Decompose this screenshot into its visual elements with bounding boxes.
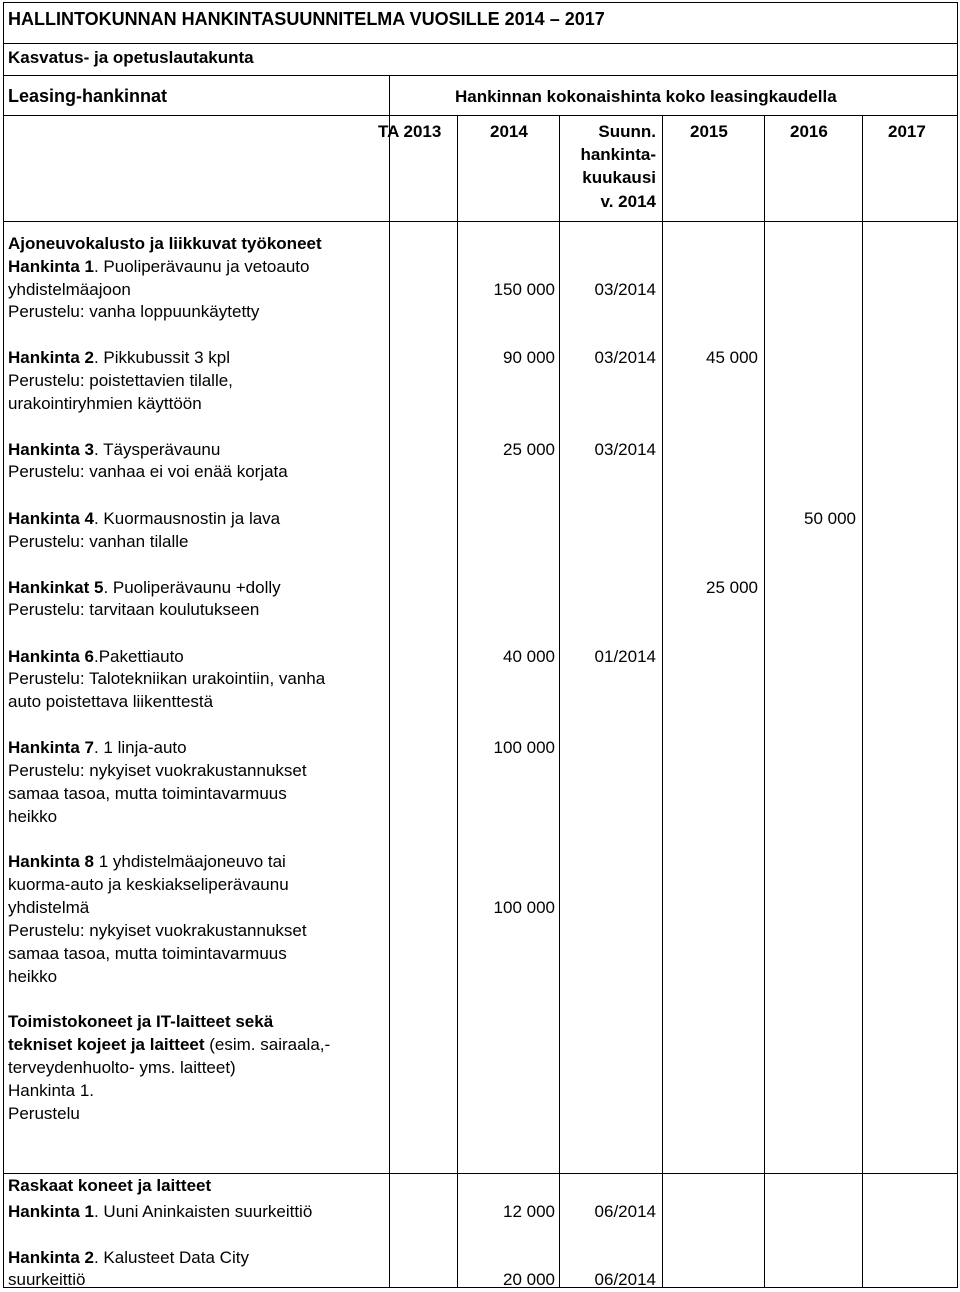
col-month-line2: hankinta- <box>580 145 656 164</box>
item-h5-text: . Puoliperävaunu +dolly <box>103 578 281 597</box>
price-header: Hankinnan kokonaishinta koko leasingkaudella <box>455 87 837 106</box>
item-heavy2-text: . Kalusteet Data City <box>93 1248 249 1267</box>
item-h8-reason-line3: heikko <box>8 967 58 986</box>
item-h4-2016: 50 000 <box>804 509 856 528</box>
item-h6-reason-line1: Perustelu: Talotekniikan urakointiin, vanha <box>8 669 326 688</box>
item-office1-reason: Perustelu <box>8 1104 80 1123</box>
section-title: Leasing-hankinnat <box>8 86 168 106</box>
item-h1-month: 03/2014 <box>594 280 656 299</box>
item-h6-text: .Pakettiauto <box>93 647 184 666</box>
item-h8-text-line2: kuorma-auto ja keskiakseliperävaunu <box>8 875 289 894</box>
item-h2-text: . Pikkubussit 3 kpl <box>93 348 231 367</box>
item-heavy1-text: . Uuni Aninkaisten suurkeittiö <box>93 1202 313 1221</box>
col-ta2013: TA 2013 <box>378 122 442 141</box>
group-office-line2-rest: (esim. sairaala,- <box>204 1035 331 1054</box>
item-h1-title <box>8 255 309 278</box>
board-name: Kasvatus- ja opetuslautakunta <box>8 48 254 67</box>
rule-header <box>457 115 957 116</box>
item-h3-title <box>8 438 220 461</box>
item-heavy2-title <box>8 1246 249 1269</box>
item-h6-title <box>8 645 184 668</box>
col-month-line3: kuukausi <box>582 168 656 187</box>
item-h3-reason: Perustelu: vanhaa ei voi enää korjata <box>8 462 288 481</box>
group-heavy: Raskaat koneet ja laitteet <box>8 1176 212 1195</box>
item-h7-title <box>8 736 187 759</box>
item-h1-2014: 150 000 <box>493 280 555 299</box>
item-h8-text-line3: yhdistelmä <box>8 898 90 917</box>
group-office-line3: terveydenhuolto- yms. laitteet) <box>8 1058 236 1077</box>
item-h5-2015: 25 000 <box>706 578 758 597</box>
item-heavy2-lead: Hankinta 2 <box>8 1248 94 1267</box>
item-h7-2014: 100 000 <box>493 738 555 757</box>
rule-columns <box>4 221 957 222</box>
item-h8-reason-line2: samaa tasoa, mutta toimintavarmuus <box>8 944 287 963</box>
item-h7-reason-line3: heikko <box>8 807 58 826</box>
item-h6-month: 01/2014 <box>594 647 656 666</box>
item-h5-reason: Perustelu: tarvitaan koulutukseen <box>8 600 260 619</box>
item-h8-reason-line1: Perustelu: nykyiset vuokrakustannukset <box>8 921 307 940</box>
item-heavy1-lead: Hankinta 1 <box>8 1202 94 1221</box>
item-h7-reason-line1: Perustelu: nykyiset vuokrakustannukset <box>8 761 307 780</box>
item-h7-text: . 1 linja-auto <box>93 738 187 757</box>
item-h4-lead: Hankinta 4 <box>8 509 94 528</box>
item-h8-text: 1 yhdistelmäajoneuvo tai <box>93 852 286 871</box>
item-h3-lead: Hankinta 3 <box>8 440 94 459</box>
item-h4-title <box>8 507 280 530</box>
item-heavy2-2014: 20 000 <box>503 1270 555 1289</box>
col-month-line1: Suunn. <box>598 122 656 141</box>
group-office-line1: Toimistokoneet ja IT-laitteet sekä <box>8 1012 274 1031</box>
item-h8-2014: 100 000 <box>493 898 555 917</box>
item-heavy1-month: 06/2014 <box>594 1202 656 1221</box>
item-h2-month: 03/2014 <box>594 348 656 367</box>
col-month-line4: v. 2014 <box>600 192 656 211</box>
col-2017: 2017 <box>888 122 926 141</box>
group-office-line2 <box>8 1033 330 1056</box>
vline-6 <box>862 115 863 1287</box>
item-h2-reason-line2: urakointiryhmien käyttöön <box>8 394 202 413</box>
item-heavy2-month: 06/2014 <box>594 1270 656 1289</box>
item-h3-month: 03/2014 <box>594 440 656 459</box>
item-h4-reason: Perustelu: vanhan tilalle <box>8 532 189 551</box>
item-h3-2014: 25 000 <box>503 440 555 459</box>
item-h6-2014: 40 000 <box>503 647 555 666</box>
item-h1-reason: Perustelu: vanha loppuunkäytetty <box>8 302 260 321</box>
item-h4-text: . Kuormausnostin ja lava <box>93 509 281 528</box>
item-h6-reason-line2: auto poistettava liikenttestä <box>8 692 214 711</box>
group-vehicles: Ajoneuvokalusto ja liikkuvat työkoneet <box>8 234 322 253</box>
item-h2-reason-line1: Perustelu: poistettavien tilalle, <box>8 371 233 390</box>
item-h1-text-line2: yhdistelmäajoon <box>8 280 131 299</box>
item-h2-2014: 90 000 <box>503 348 555 367</box>
item-h3-text: . Täysperävaunu <box>93 440 221 459</box>
col-2016: 2016 <box>790 122 828 141</box>
item-office1-lead: Hankinta 1. <box>8 1081 94 1100</box>
item-heavy1-title <box>8 1200 312 1223</box>
item-h1-lead: Hankinta 1 <box>8 257 94 276</box>
item-h5-title <box>8 576 281 599</box>
item-heavy1-2014: 12 000 <box>503 1202 555 1221</box>
col-2014: 2014 <box>490 122 528 141</box>
item-h7-reason-line2: samaa tasoa, mutta toimintavarmuus <box>8 784 287 803</box>
item-h1-text: . Puoliperävaunu ja vetoauto <box>93 257 310 276</box>
item-h2-title <box>8 346 230 369</box>
item-h8-title <box>8 850 286 873</box>
group-office-line2-bold: tekniset kojeet ja laitteet <box>8 1035 205 1054</box>
item-h5-lead: Hankinkat 5 <box>8 578 104 597</box>
rule-title <box>4 43 957 44</box>
rule-board <box>4 75 957 76</box>
vline-4 <box>662 115 663 1287</box>
item-h2-lead: Hankinta 2 <box>8 348 94 367</box>
vline-1 <box>389 75 390 1287</box>
col-2015: 2015 <box>690 122 728 141</box>
item-h8-lead: Hankinta 8 <box>8 852 94 871</box>
item-heavy2-text-line2: suurkeittiö <box>8 1270 86 1289</box>
item-h6-lead: Hankinta 6 <box>8 647 94 666</box>
item-h2-2015: 45 000 <box>706 348 758 367</box>
page-title: HALLINTOKUNNAN HANKINTASUUNNITELMA VUOSILLE 2014 – 2017 <box>8 9 605 29</box>
item-h7-lead: Hankinta 7 <box>8 738 94 757</box>
vline-5 <box>764 115 765 1287</box>
